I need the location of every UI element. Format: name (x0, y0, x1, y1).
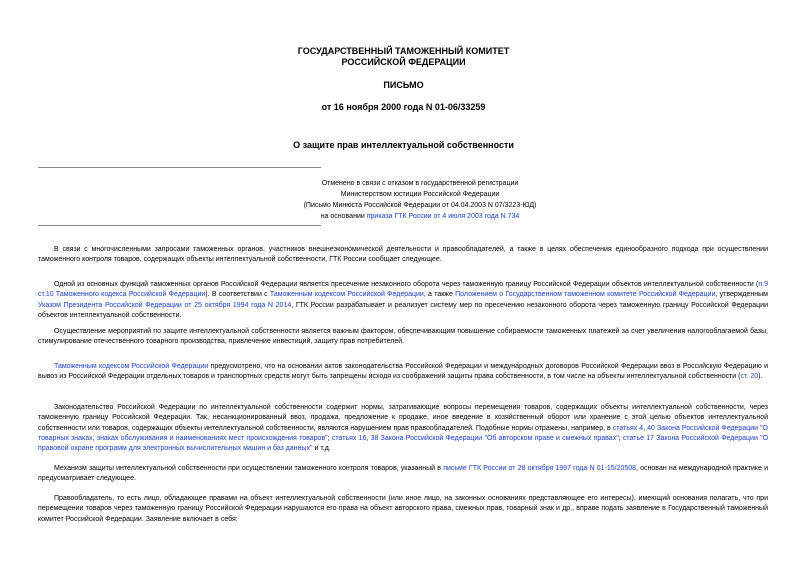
doc-type: ПИСЬМО (383, 80, 424, 90)
paragraph-5 (38, 403, 768, 454)
p6-text-1: Механизм защиты интеллектуальной собственности при осуществлении таможенного контроля товаров, указанный в (54, 465, 444, 472)
paragraph-4 (38, 362, 768, 383)
customs-code-link-2[interactable]: Таможенным кодексом Российской Федерации (54, 363, 209, 370)
p2-text-5: , ГТК России разрабатывает и реализует систему мер по пресечению незаконного оборота через таможенную границу Российской Федерации объектов интеллектуальной собственности. (38, 301, 768, 319)
org-name-line2: РОССИЙСКОЙ ФЕДЕРАЦИИ (341, 57, 466, 67)
customs-code-link[interactable]: Таможенным кодексом Российской Федерации (269, 291, 424, 299)
paragraph-3: Осуществление мероприятий по защите интеллектуальной собственности является важным фактором, обеспечивающим повышение собираемости таможенных платежей за счет увеличения налогооблагаемой базы, стимулирование отечественного товарного производства, привлечение инвестиций, защиту прав потребителей. (38, 328, 768, 346)
copyright-law-link[interactable]: 38 Закона Российской Федерации "Об авторском праве и смежных правах" (370, 434, 619, 442)
order-734-link[interactable]: приказа ГТК России от 4 июля 2003 года N 734 (366, 213, 520, 220)
cancel-note-line2: Министерством юстиции Российской Федерации (340, 191, 500, 198)
p5-text-4: , (366, 434, 371, 442)
article-20-link[interactable]: ст. 20 (740, 373, 759, 381)
p6-text-2: , основан на международной практике и предусматривает следующее. (38, 465, 769, 483)
p5-text-3: ; (327, 434, 332, 442)
gtk-regulation-link[interactable]: Положением о Государственном таможенном комитете Российской Федерации (455, 291, 716, 299)
p2-text-1: Одной из основных функций таможенных органов Российской Федерации является пресечение незаконного оборота через таможенную границу Российской Федерации объектов интеллектуальной собственности ( (54, 281, 759, 288)
p5-text-6: и т.д. (312, 445, 331, 453)
p4-text-1: предусмотрено, что на основании актов законодательства Российской Федерации и международных договоров Российской Федерации ввоз в Российскую Федерацию и вывоз из Российской Федерации отдельных товаров и транспортных средств могут быть запрещены исходя из соображений защиты права собственности, в том числе на объекты интеллектуальной собственности ( (38, 363, 768, 381)
p2-text-2: ). В соответствии с (205, 291, 270, 299)
p5-text-2: , (643, 424, 648, 432)
p2-text-4: , утвержденным (715, 291, 768, 299)
paragraph-7: Правообладатель, то есть лицо, обладающее правами на объект интеллектуальной собственности (или иное лицо, на законных основаниях представляющее его интересы), имеющий основания полагать, что при перемещении товаров через таможенную границу Российской Федерации нарушаются его права на объект авторского права, смежных прав, товарный знак и др., вправе подать заявление в Государственный таможенный комитет Российской Федерации. Заявление включает в себя: (38, 495, 768, 523)
article-16-link[interactable]: статьях 16 (331, 434, 367, 442)
trademark-law-link[interactable]: 40 Закона Российской Федерации "О товарных знаках, знаках обслуживания и наименованиях мест происхождения товаров" (38, 424, 768, 442)
paragraph-6 (38, 464, 768, 485)
cancel-note-line1: Отменено в связи с отказом в государственной регистрации (321, 180, 519, 187)
software-law-link[interactable]: статье 17 Закона Российской Федерации "О правовой охране программ для электронных вычислительных машин и баз данных" (38, 434, 769, 453)
cancel-note-line3: (Письмо Минюста Российской Федерации от 04.04.2003 N 07/3223-ЮД) (303, 202, 537, 209)
gtk-letter-1997-link[interactable]: письме ГТК России от 28 октября 1997 года N 01-15/20508 (443, 465, 637, 472)
paragraph-1: В связи с многочисленными запросами таможенных органов, участников внешнеэкономической деятельности и правообладателей, а также в целях обеспечения единообразного подхода при осуществлении таможенного контроля товаров, содержащих объекты интеллектуальной собственности, ГТК России сообщает следующее. (38, 246, 768, 264)
p2-text-3: , а также (423, 291, 456, 299)
article-4-link[interactable]: статьях 4 (612, 424, 644, 432)
paragraph-2 (38, 280, 768, 321)
p5-text-1: Законодательство Российской Федерации по интеллектуальной собственности содержит нормы, затрагивающие вопросы перемещения товаров, содержащих объекты интеллектуальной собственности, через таможенную границу Российской Федерации. Так, несанкционированный ввоз, продажа, предложение к продаже, иное введение в хозяйственный оборот или хранение с этой целью объектов интеллектуальной собственности или товаров, содержащих объекты интеллектуальной собственности, являются нарушением прав правообладателей. Подобные нормы отражены, например, в (38, 404, 768, 432)
bottom-divider (38, 225, 321, 226)
p5-text-5: ; (618, 434, 623, 442)
cancel-note-line4 (180, 211, 660, 222)
top-divider (38, 167, 321, 168)
doc-date-number: от 16 ноября 2000 года N 01-06/33259 (321, 102, 486, 112)
org-name-line1: ГОСУДАРСТВЕННЫЙ ТАМОЖЕННЫЙ КОМИТЕТ (297, 46, 510, 56)
customs-code-art10-link[interactable]: п.9 ст.10 Таможенного кодекса Российской Федерации (38, 281, 768, 299)
presidential-decree-link[interactable]: Указом Президента Российской Федерации от 25 октября 1994 года N 2014 (38, 301, 292, 309)
cancel-note (180, 178, 660, 222)
doc-title: О защите прав интеллектуальной собственности (293, 140, 514, 150)
p4-text-2: ). (758, 373, 763, 381)
cancel-note-prefix: на основании (320, 213, 367, 220)
